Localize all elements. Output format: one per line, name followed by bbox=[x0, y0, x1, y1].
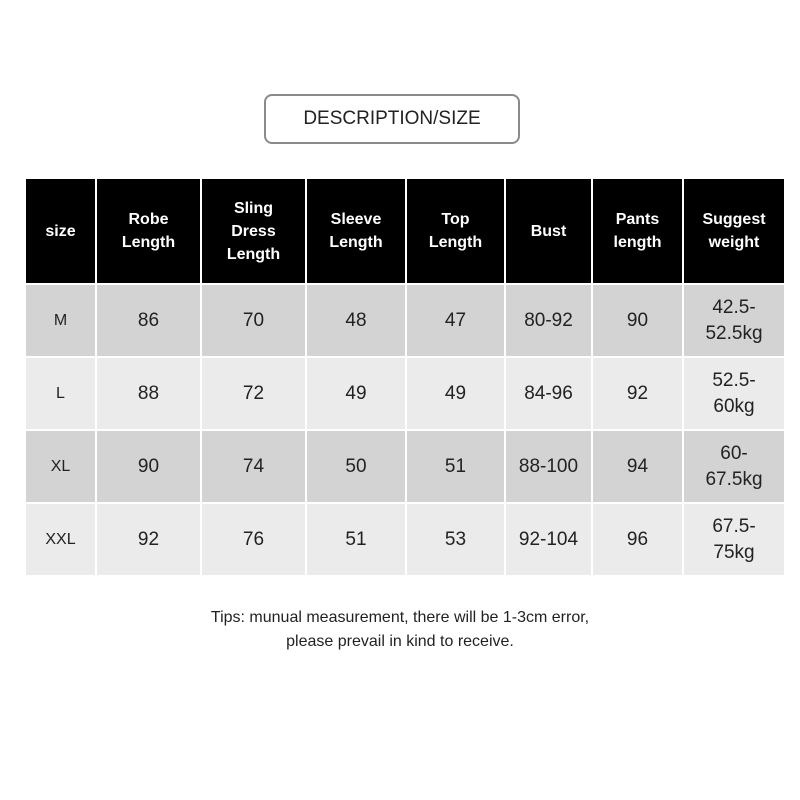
header-robe-length: Robe Length bbox=[97, 179, 200, 283]
size-cell: L bbox=[26, 358, 95, 429]
sling-dress-length-cell: 70 bbox=[202, 285, 305, 356]
tips-note bbox=[0, 606, 800, 654]
top-length-cell: 49 bbox=[407, 358, 504, 429]
header-pants-length: Pants length bbox=[593, 179, 682, 283]
header-suggest-weight: Suggest weight bbox=[684, 179, 784, 283]
sleeve-length-cell: 48 bbox=[307, 285, 405, 356]
robe-length-cell: 88 bbox=[97, 358, 200, 429]
header-size: size bbox=[26, 179, 95, 283]
header-sling-dress-length: Sling Dress Length bbox=[202, 179, 305, 283]
size-cell: XL bbox=[26, 431, 95, 502]
header-row bbox=[26, 179, 784, 283]
sleeve-length-cell: 51 bbox=[307, 504, 405, 575]
sling-dress-length-cell: 76 bbox=[202, 504, 305, 575]
sling-dress-length-cell: 72 bbox=[202, 358, 305, 429]
top-length-cell: 53 bbox=[407, 504, 504, 575]
bust-cell: 92-104 bbox=[506, 504, 591, 575]
robe-length-cell: 92 bbox=[97, 504, 200, 575]
pants-length-cell: 94 bbox=[593, 431, 682, 502]
table-row bbox=[26, 358, 784, 429]
table-row bbox=[26, 285, 784, 356]
bust-cell: 88-100 bbox=[506, 431, 591, 502]
size-cell: M bbox=[26, 285, 95, 356]
sleeve-length-cell: 49 bbox=[307, 358, 405, 429]
table-row bbox=[26, 504, 784, 575]
sleeve-length-cell: 50 bbox=[307, 431, 405, 502]
top-length-cell: 47 bbox=[407, 285, 504, 356]
header-bust: Bust bbox=[506, 179, 591, 283]
tips-line: Tips: munual measurement, there will be 1-3cm error, bbox=[210, 609, 590, 626]
robe-length-cell: 86 bbox=[97, 285, 200, 356]
title-box bbox=[264, 94, 520, 144]
pants-length-cell: 96 bbox=[593, 504, 682, 575]
table-row bbox=[26, 431, 784, 502]
robe-length-cell: 90 bbox=[97, 431, 200, 502]
tips-line: please prevail in kind to receive. bbox=[286, 633, 514, 650]
suggest-weight-cell: 67.5- 75kg bbox=[684, 504, 784, 575]
suggest-weight-cell: 42.5- 52.5kg bbox=[684, 285, 784, 356]
header-top-length: Top Length bbox=[407, 179, 504, 283]
size-cell: XXL bbox=[26, 504, 95, 575]
pants-length-cell: 90 bbox=[593, 285, 682, 356]
suggest-weight-cell: 52.5- 60kg bbox=[684, 358, 784, 429]
pants-length-cell: 92 bbox=[593, 358, 682, 429]
suggest-weight-cell: 60- 67.5kg bbox=[684, 431, 784, 502]
bust-cell: 80-92 bbox=[506, 285, 591, 356]
size-table bbox=[24, 177, 786, 577]
bust-cell: 84-96 bbox=[506, 358, 591, 429]
top-length-cell: 51 bbox=[407, 431, 504, 502]
sling-dress-length-cell: 74 bbox=[202, 431, 305, 502]
page-title: DESCRIPTION/SIZE bbox=[303, 108, 481, 129]
header-sleeve-length: Sleeve Length bbox=[307, 179, 405, 283]
